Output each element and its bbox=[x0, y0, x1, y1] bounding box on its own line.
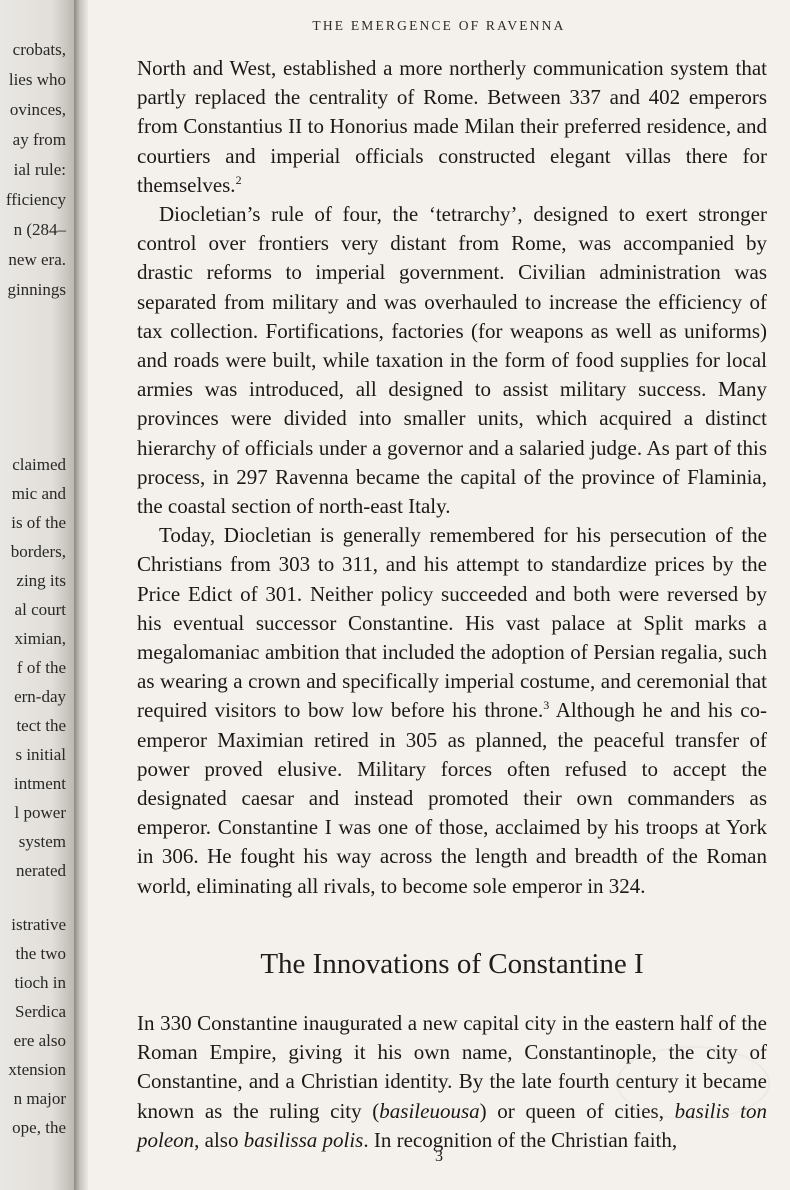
facing-page-line: is of the bbox=[11, 513, 66, 532]
facing-page-line: mic and bbox=[11, 484, 66, 503]
section-heading: The Innovations of Constantine I bbox=[260, 947, 644, 980]
running-head: THE EMERGENCE OF RAVENNA bbox=[312, 18, 566, 33]
facing-page-line: ximian, bbox=[14, 629, 66, 648]
paragraph-2: Diocletian’s rule of four, the ‘tetrarchy’, designed to exert stronger control over frontiers very distant from Rome, was accompanied by drastic reforms to imperial government. Civilian administration was separated from military and was overhauled to increase the efficiency of tax collection. Fortifications, factories (for weapons as well as uniforms) and roads were built, while taxation in the form of food supplies for local armies was introduced, all designed to assist military success. Many provinces were divided into smaller units, which acquired a distinct hierarchy of officials under a governor and a salaried judge. As part of this process, in 297 Ravenna became the capital of the province of Flaminia, the coastal section of north-east Italy. bbox=[137, 202, 767, 519]
facing-page-line: ginnings bbox=[7, 280, 66, 299]
book-page bbox=[88, 0, 790, 1190]
facing-page-line: tect the bbox=[16, 716, 66, 735]
facing-page-line: ovinces, bbox=[9, 100, 66, 119]
facing-page-line: f of the bbox=[16, 658, 66, 677]
facing-page-line: claimed bbox=[12, 455, 66, 474]
facing-page-line: Serdica bbox=[15, 1002, 66, 1021]
facing-page-line: new era. bbox=[8, 250, 66, 269]
facing-page-line: ere also bbox=[13, 1031, 66, 1050]
facing-page-line: n (284– bbox=[13, 220, 66, 239]
paragraph-4: In 330 Constantine inaugurated a new capital city in the eastern half of the Roman Empire, giving it his own name, Constantinople, the city of Constantine, and a Christian identity. By the late fourth century it became known as the ruling city (basileuousa) or queen of cities, basilis ton poleon, also basilissa polis. In recognition of the Christian faith, bbox=[137, 1010, 767, 1152]
facing-page bbox=[0, 0, 74, 1190]
page-number: 3 bbox=[435, 1148, 443, 1165]
paragraph-1: North and West, established a more northerly communication system that partly replaced the centrality of Rome. Between 337 and 402 emperors from Constantius II to Honorius made Milan their preferred residence, and courtiers and imperial officials constructed elegant villas there for themselves.$^2$ bbox=[137, 56, 767, 197]
facing-page-line: ope, the bbox=[12, 1118, 66, 1137]
watermark-stamp bbox=[616, 1046, 770, 1120]
facing-page-line: system bbox=[18, 832, 66, 851]
facing-page-line: crobats, bbox=[12, 40, 66, 59]
paragraph-3: Today, Diocletian is generally remembered for his persecution of the Christians from 303 to 311, and his attempt to standardize prices by the Price Edict of 301. Neither policy succeeded and both were reversed by his eventual successor Constantine. His vast palace at Split marks a megalomaniac ambition that included the adoption of Persian regalia, such as wearing a crown and specifically imperial costume, and ceremonial that required visitors to bow low before his throne.$^3$ Although he and his co-emperor Maximian retired in 305 as planned, the peaceful transfer of power proved elusive. Military forces often refused to accept the designated caesar and instead promoted their own commanders as emperor. Constantine I was one of those, acclaimed by his troops at York in 306. He fought his way across the length and breadth of the Roman world, eliminating all rivals, to become sole emperor in 324. bbox=[137, 523, 768, 898]
facing-page-line: n major bbox=[13, 1089, 66, 1108]
facing-page-line: xtension bbox=[8, 1060, 66, 1079]
book-gutter bbox=[74, 0, 88, 1190]
facing-page-line: tioch in bbox=[14, 973, 66, 992]
footnote-marker-3: 3 bbox=[543, 698, 550, 713]
facing-page-line: l power bbox=[14, 803, 66, 822]
facing-page-line: s initial bbox=[15, 745, 66, 764]
facing-page-line: fficiency bbox=[5, 190, 66, 209]
facing-page-line: ern-day bbox=[14, 687, 66, 706]
page-body bbox=[137, 54, 767, 1155]
facing-page-line: ay from bbox=[12, 130, 66, 149]
facing-page-line: ial rule: bbox=[13, 160, 66, 179]
facing-page-line: the two bbox=[15, 944, 66, 963]
facing-page-line: intment bbox=[14, 774, 66, 793]
facing-page-line: zing its bbox=[16, 571, 66, 590]
footnote-marker-2: 2 bbox=[235, 172, 242, 187]
facing-page-line: nerated bbox=[15, 861, 66, 880]
facing-page-line: al court bbox=[14, 600, 66, 619]
facing-page-line: istrative bbox=[11, 915, 66, 934]
facing-page-line: borders, bbox=[10, 542, 66, 561]
facing-page-line: lies who bbox=[8, 70, 66, 89]
